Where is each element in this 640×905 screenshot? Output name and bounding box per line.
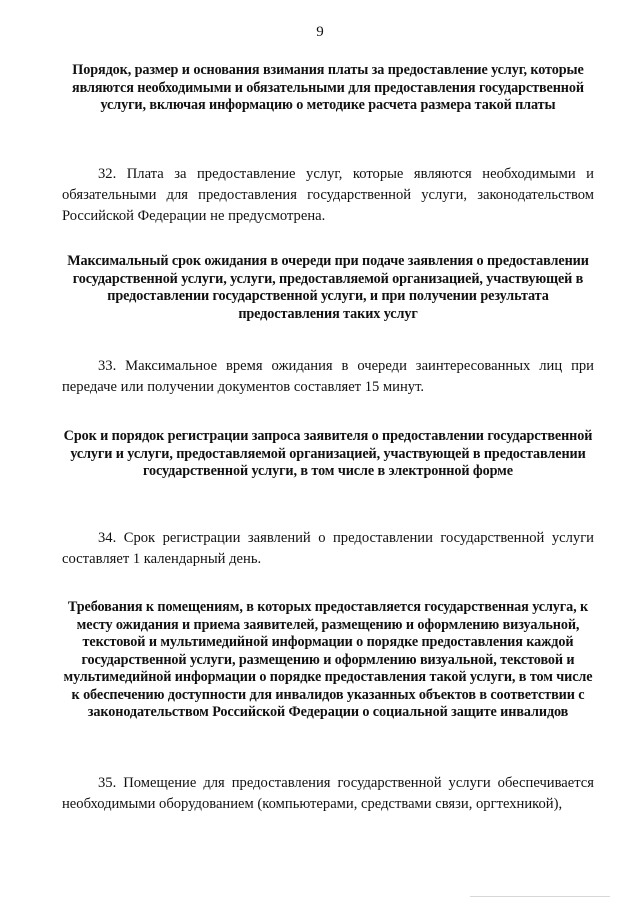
scan-artifact [470, 896, 610, 897]
section-heading-fee: Порядок, размер и основания взимания платы за предоставление услуг, которые являются необходимыми и обязательными для предоставления государственной услуги, включая информацию о методике расчета размера такой платы [72, 62, 584, 113]
section-heading-premises: Требования к помещениям, в которых предоставляется государственная услуга, к месту ожидания и приема заявителей, размещению и оформлению визуальной, текстовой и мультимедийной информации о порядке предоставления каждой государственной услуги, размещению и оформлению визуальной, текстовой и мультимедийной информации о порядке предоставления такой услуги, в том числе к обеспечению доступности для инвалидов указанных объектов в соответствии с законодательством Российской Федерации о социальной защите инвалидов [63, 599, 593, 720]
paragraph-32: 32. Плата за предоставление услуг, которые являются необходимыми и обязательными для предоставления государственной услуги, законодательством Российской Федерации не предусмотрена. [62, 166, 594, 224]
paragraph-35: 35. Помещение для предоставления государственной услуги обеспечивается необходимыми оборудованием (компьютерами, средствами связи, оргтехникой), [62, 775, 594, 812]
paragraph-33: 33. Максимальное время ожидания в очереди заинтересованных лиц при передаче или получении документов составляет 15 минут. [62, 358, 594, 395]
section-heading-registration: Срок и порядок регистрации запроса заявителя о предоставлении государственной услуги и услуги, предоставляемой организацией, участвующей в предоставлении государственной услуги, в том числе в электронной форме [63, 428, 593, 479]
paragraph-34: 34. Срок регистрации заявлений о предоставлении государственной услуги составляет 1 календарный день. [62, 530, 594, 567]
section-heading-queue: Максимальный срок ожидания в очереди при подаче заявления о предоставлении государственной услуги, услуги, предоставляемой организацией, участвующей в предоставлении государственной услуги, и при получении результата предоставления таких услуг [67, 253, 589, 322]
page-number: 9 [316, 24, 324, 40]
